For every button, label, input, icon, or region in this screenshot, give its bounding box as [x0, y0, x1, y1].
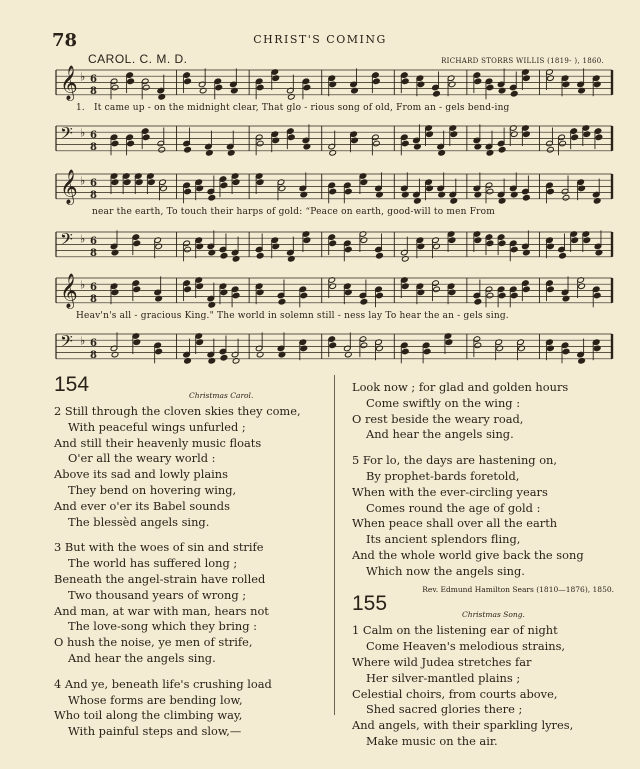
note-head [208, 194, 216, 201]
note-head [486, 240, 494, 247]
bass-staff [56, 330, 612, 364]
verse-line: When with the ever-circling years [352, 484, 548, 499]
verse-line: The world has suffered long ; [68, 556, 238, 571]
note-head [329, 342, 337, 349]
note-head [127, 140, 135, 147]
verse-line: The love-song which they bring : [68, 619, 258, 634]
time-signature-bottom: 8 [90, 294, 97, 306]
right-column [352, 380, 618, 750]
column-divider [334, 375, 335, 715]
note-head [373, 140, 381, 147]
note-head [510, 292, 518, 299]
note-head [474, 298, 482, 305]
treble-staff [56, 170, 612, 204]
flat-key-signature-icon: ♭ [80, 232, 86, 246]
note-head [376, 252, 384, 259]
bass-clef-icon: 𝄢 [60, 229, 73, 254]
bass-staff [56, 228, 612, 262]
note-head [220, 182, 228, 189]
note-head [232, 292, 240, 299]
note-head [510, 246, 518, 253]
flat-key-signature-icon: ♭ [80, 334, 86, 348]
verse-line: By prophet-bards foretold, [366, 468, 520, 483]
verse-line: And hear the angels sing. [366, 427, 514, 442]
verse-line: O hush the noise, ye men of strife, [54, 635, 253, 650]
note-head [547, 286, 555, 293]
bass-clef-icon: 𝄢 [60, 123, 73, 148]
composer-credit: RICHARD STORRS WILLIS (1819- ), 1860. [441, 57, 604, 65]
note-head [184, 78, 192, 85]
verse-line: They bend on hovering wing, [68, 482, 237, 497]
bass-clef-icon: 𝄢 [60, 331, 73, 356]
time-signature-top: 6 [90, 177, 97, 189]
verse-line: Who toil along the climbing way, [54, 708, 243, 723]
verse-number: 1. [76, 103, 85, 113]
tune-name: CAROL. C. M. D. [88, 52, 188, 66]
verse-line: When peace shall over all the earth [352, 516, 558, 531]
verse-line: Above its sad and lowly plains [54, 467, 228, 482]
lyric-line: It came up - on the midnight clear, That glo - rious song of old, From an - gels bend-ing [94, 103, 510, 113]
stanza [54, 404, 329, 530]
note-head [376, 292, 384, 299]
note-head [433, 286, 441, 293]
flat-key-signature-icon: ♭ [80, 278, 86, 292]
verse-line: Make music on the air. [366, 733, 498, 748]
stanza [54, 540, 329, 666]
verse-line: O'er all the weary world : [68, 451, 216, 466]
hymn-title: Christmas Song. [462, 610, 525, 620]
page-number: 78 [52, 30, 78, 51]
note-head [360, 342, 368, 349]
verse-line: 5 For lo, the days are hastening on, [352, 453, 558, 468]
verse-line: Where wild Judea stretches far [352, 654, 532, 669]
note-head [486, 188, 494, 195]
verse-line: Celestial choirs, from courts above, [352, 686, 558, 701]
note-head [184, 188, 192, 195]
flat-key-signature-icon: ♭ [80, 70, 86, 84]
note-head [133, 240, 141, 247]
verse-line: 2 Still through the cloven skies they come, [54, 404, 301, 418]
note-head [498, 146, 506, 153]
time-signature-top: 6 [90, 337, 97, 349]
note-head [559, 140, 567, 147]
note-head [184, 286, 192, 293]
note-head [547, 188, 555, 195]
note-head [184, 246, 192, 253]
verse-line: With peaceful wings unfurled ; [68, 419, 246, 434]
time-signature-top: 6 [90, 129, 97, 141]
bass-staff [56, 122, 612, 156]
note-head [423, 348, 431, 355]
stanza-continuation [352, 380, 618, 443]
note-head [486, 292, 494, 299]
note-head [433, 90, 441, 97]
note-head [142, 84, 150, 91]
lyric-line: near the earth, To touch their harps of gold: “Peace on earth, good-will to men From [92, 207, 495, 217]
note-head [593, 292, 601, 299]
time-signature-top: 6 [90, 73, 97, 85]
note-head [133, 286, 141, 293]
note-head [523, 194, 531, 201]
flat-key-signature-icon: ♭ [80, 126, 86, 140]
verse-line: And still their heavenly music floats [54, 435, 262, 450]
time-signature-top: 6 [90, 235, 97, 247]
note-head [288, 134, 296, 141]
verse-line: Its ancient splendors fling, [366, 532, 521, 547]
note-head [562, 348, 570, 355]
time-signature-bottom: 8 [90, 142, 97, 154]
note-head [345, 188, 353, 195]
time-signature-bottom: 8 [90, 86, 97, 98]
note-head [215, 84, 223, 91]
verse-line: O rest beside the weary road, [352, 411, 524, 426]
note-head [329, 240, 337, 247]
note-head [547, 146, 555, 153]
verse-line: And the whole world give back the song [352, 547, 584, 562]
note-head [571, 134, 579, 141]
running-title: CHRIST'S COMING [253, 33, 387, 46]
verse-line: 1 Calm on the listening ear of night [352, 623, 558, 638]
note-head [329, 188, 337, 195]
hymn-154 [54, 373, 329, 740]
verse-line: And man, at war with man, hears not [54, 603, 269, 618]
note-head [559, 252, 567, 259]
time-signature-bottom: 8 [90, 190, 97, 202]
note-head [474, 342, 482, 349]
note-head [510, 90, 518, 97]
hymn-heading [54, 373, 329, 404]
note-head [220, 252, 228, 259]
hymn-number: 155 [352, 592, 388, 616]
stanza-5 [352, 453, 618, 579]
stanza [54, 677, 329, 740]
time-signature-bottom: 8 [90, 350, 97, 362]
note-head [474, 78, 482, 85]
flat-key-signature-icon: ♭ [80, 174, 86, 188]
time-signature-top: 6 [90, 281, 97, 293]
verse-line: And hear the angels sing. [68, 650, 216, 665]
note-head [158, 146, 166, 153]
verse-line: Comes round the age of gold : [366, 500, 541, 515]
note-head [401, 140, 409, 147]
note-head [595, 134, 603, 141]
note-head [498, 292, 506, 299]
note-head [401, 78, 409, 85]
note-head [256, 252, 264, 259]
note-head [345, 246, 353, 253]
verse-line: 4 And ye, beneath life's crushing load [54, 676, 272, 691]
note-head [220, 354, 228, 361]
verse-line: 3 But with the woes of sin and strife [54, 540, 264, 555]
note-head [360, 298, 368, 305]
hymn-title: Christmas Carol. [189, 391, 254, 400]
verse-line: Whose forms are bending low, [68, 692, 243, 707]
verse-line: And ever o'er its Babel sounds [54, 498, 230, 513]
verse-line: The blessèd angels sing. [68, 514, 210, 529]
hymn-155-stanza [352, 623, 618, 749]
note-head [486, 84, 494, 91]
note-head [155, 348, 163, 355]
note-head [373, 78, 381, 85]
treble-staff [56, 274, 612, 308]
verse-line: Two thousand years of wrong ; [68, 587, 247, 602]
note-head [184, 146, 192, 153]
note-head [111, 140, 119, 147]
hymn-stanzas [54, 404, 329, 740]
note-head [278, 298, 286, 305]
note-head [142, 134, 150, 141]
treble-clef-icon: 𝄞 [60, 65, 78, 101]
note-head [498, 240, 506, 247]
author-credit: Rev. Edmund Hamilton Sears (1810—1876), 1850. [422, 584, 614, 594]
hymn-number: 154 [54, 373, 90, 396]
note-head [303, 84, 311, 91]
note-head [256, 84, 264, 91]
treble-clef-icon: 𝄞 [60, 273, 78, 309]
note-head [111, 84, 119, 91]
note-head [401, 348, 409, 355]
note-head [562, 194, 570, 201]
note-head [300, 292, 308, 299]
verse-line: And angels, with their sparkling lyres, [352, 718, 574, 733]
lyric-line: Heav'n's all - gracious King." The world in solemn still - ness lay To hear the an - gels sing. [76, 311, 509, 321]
verse-line: Look now ; for glad and golden hours [352, 380, 569, 394]
verse-line: With painful steps and slow,— [68, 724, 242, 739]
hymn-heading [352, 592, 618, 623]
verse-line: Beneath the angel-strain have rolled [54, 571, 266, 586]
verse-line: Which now the angels sing. [366, 563, 525, 578]
note-head [127, 78, 135, 85]
treble-staff [56, 66, 612, 100]
note-head [523, 286, 531, 293]
verse-line: Come swiftly on the wing : [366, 395, 521, 410]
verse-line: Shed sacred glories there ; [366, 702, 523, 717]
time-signature-bottom: 8 [90, 248, 97, 260]
treble-clef-icon: 𝄞 [60, 169, 78, 205]
verse-line: Her silver-mantled plains ; [366, 670, 521, 685]
verse-line: Come Heaven's melodious strains, [366, 639, 566, 654]
note-head [256, 140, 264, 147]
